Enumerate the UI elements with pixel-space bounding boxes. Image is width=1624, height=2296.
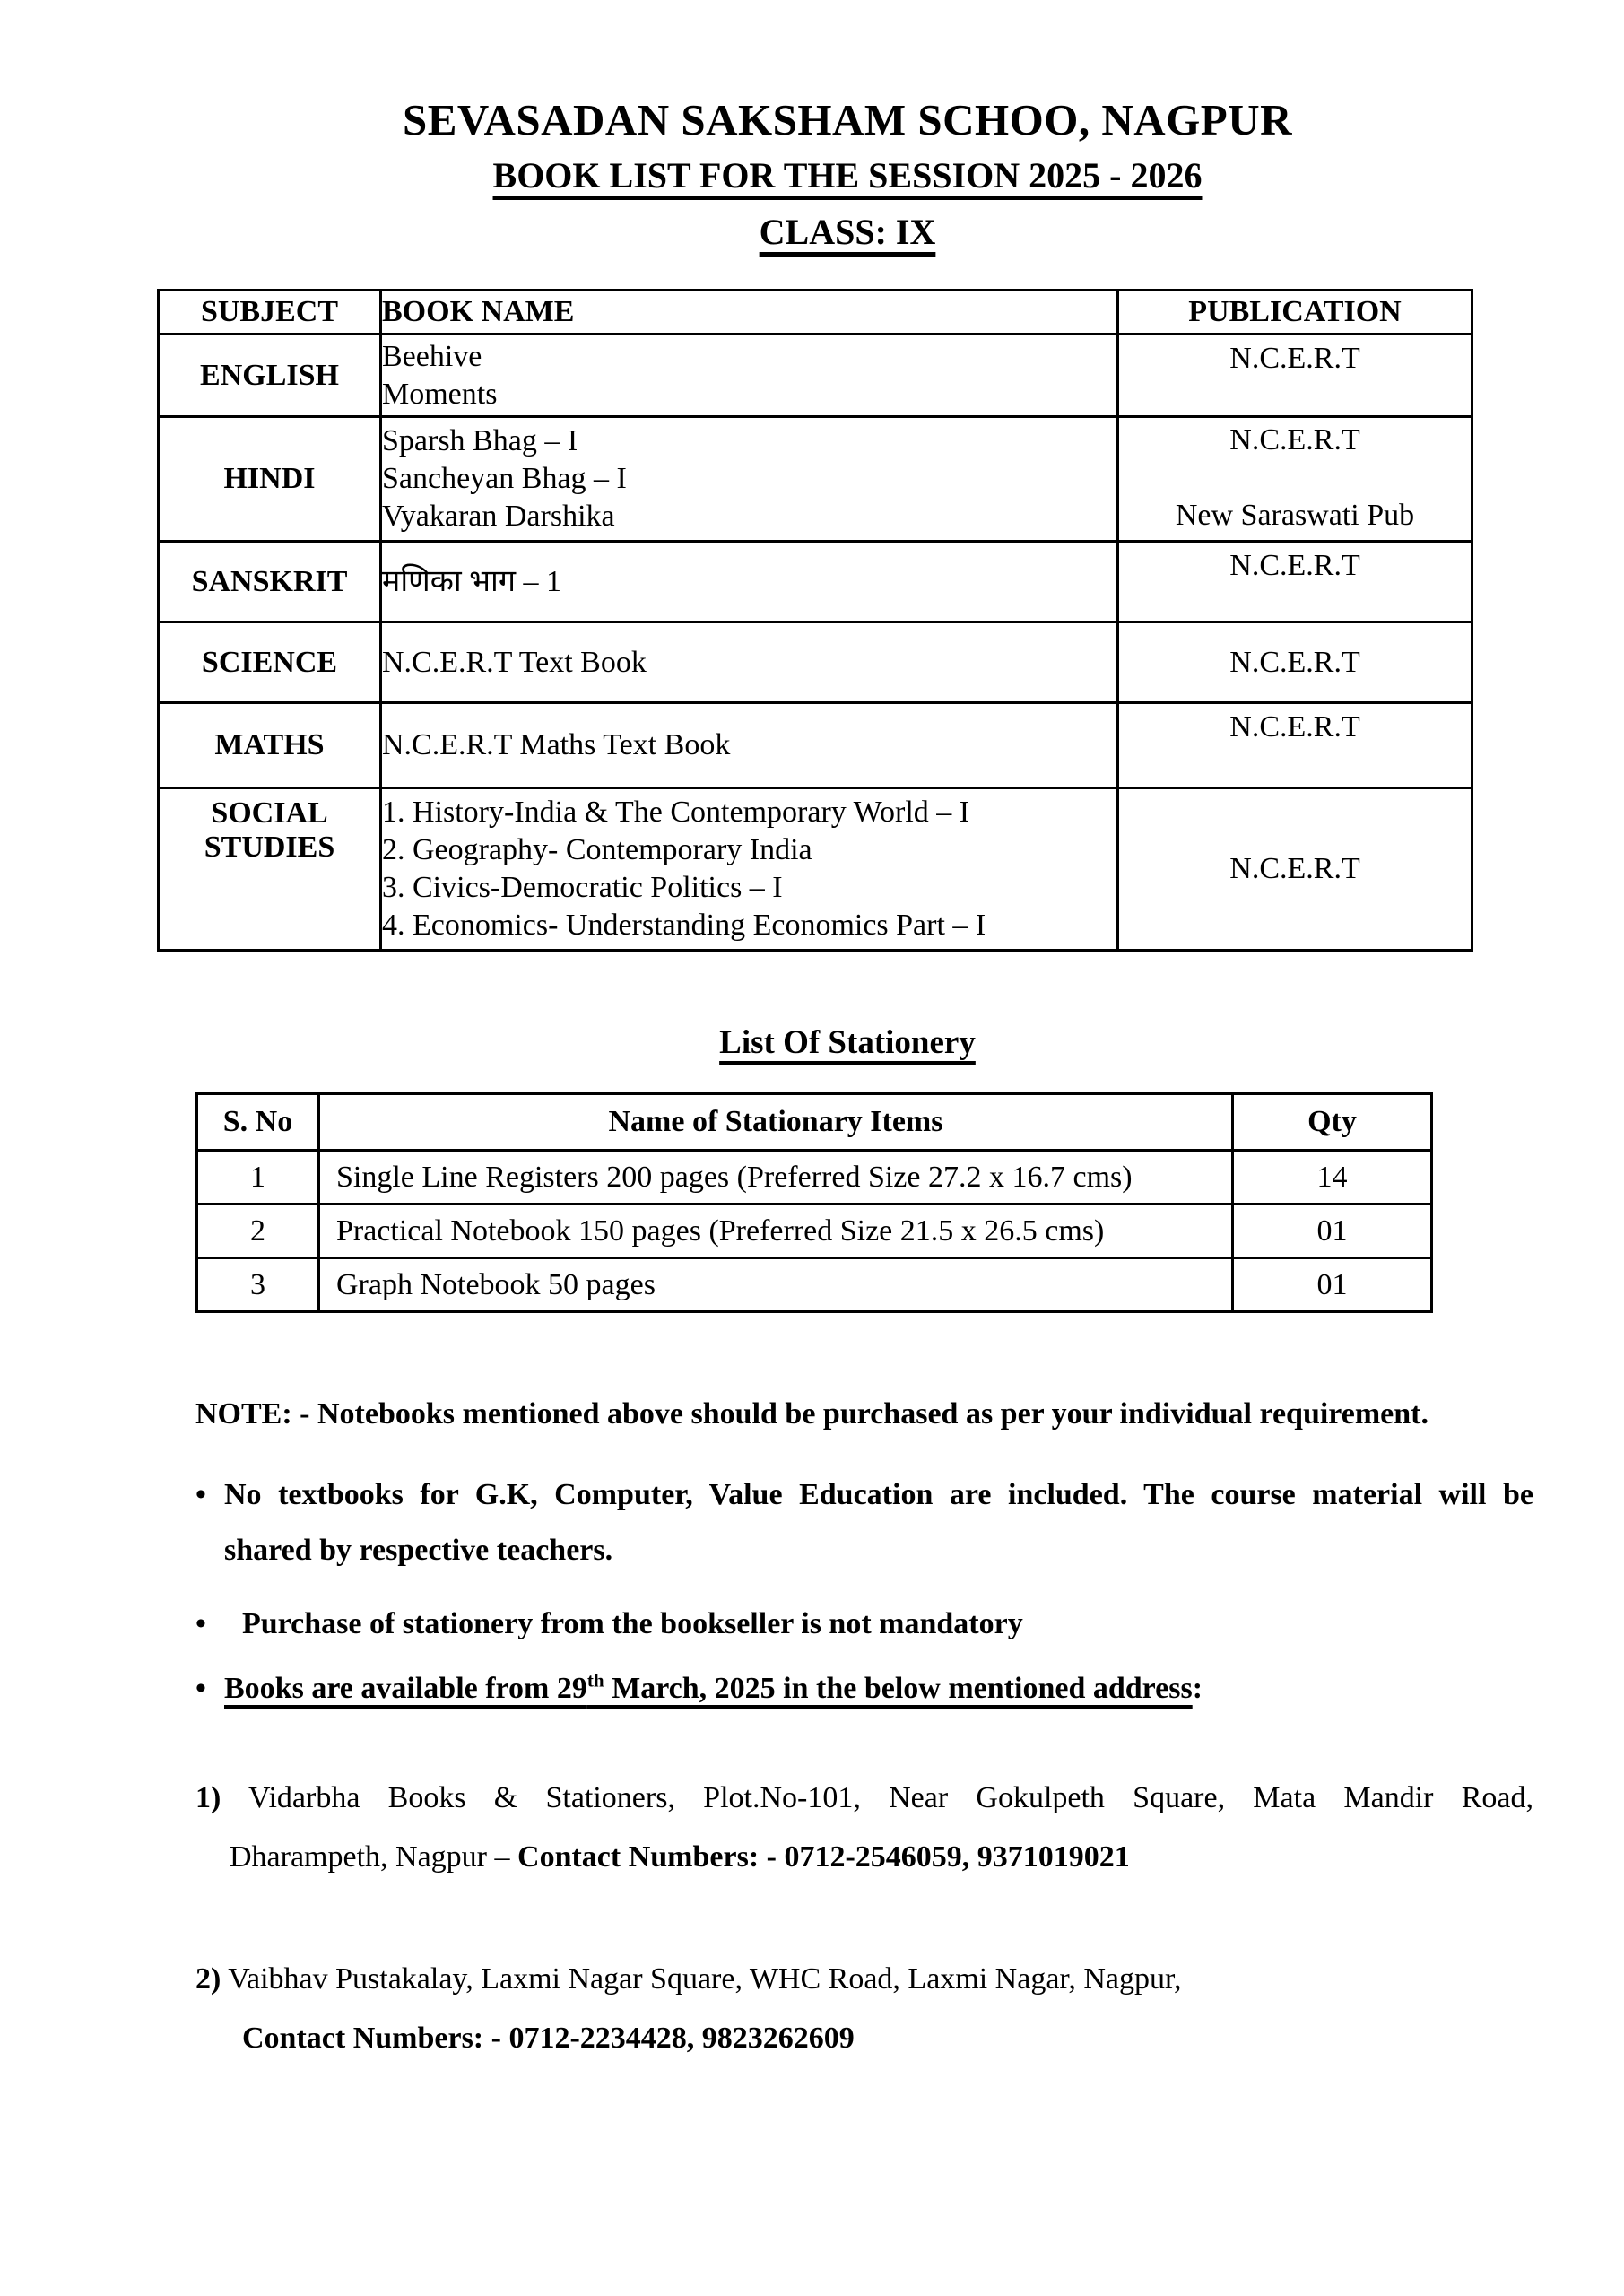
col-header-publication: PUBLICATION bbox=[1118, 291, 1472, 335]
qty-cell: 14 bbox=[1233, 1151, 1432, 1205]
book-name: 1. History-India & The Contemporary World – I bbox=[382, 796, 970, 830]
contact-numbers: Contact Numbers: - 0712-2234428, 9823262609 bbox=[242, 2022, 855, 2056]
books-cell bbox=[381, 335, 1118, 417]
note-line: NOTE: - Notebooks mentioned above should be purchased as per your individual requirement. bbox=[195, 1397, 1429, 1431]
bullet-item-availability bbox=[195, 1661, 1533, 1717]
address-item-1 bbox=[195, 1769, 1533, 1887]
table-row-english bbox=[159, 335, 1472, 417]
stationery-header-row bbox=[197, 1094, 1432, 1151]
item-name-cell: Practical Notebook 150 pages (Preferred Size 21.5 x 26.5 cms) bbox=[319, 1205, 1233, 1258]
stationery-row bbox=[197, 1151, 1432, 1205]
book-name: N.C.E.R.T Text Book bbox=[382, 645, 647, 679]
book-name: 3. Civics-Democratic Politics – I bbox=[382, 871, 783, 905]
addresses-section bbox=[195, 1769, 1533, 2068]
book-name: N.C.E.R.T Maths Text Book bbox=[382, 728, 731, 762]
subject-cell: SCIENCE bbox=[159, 622, 381, 703]
subject-cell: SANSKRIT bbox=[159, 542, 381, 622]
address-line: 1) Vidarbha Books & Stationers, Plot.No-101, Near Gokulpeth Square, Mata Mandir Road, bbox=[195, 1781, 1533, 1815]
document-header bbox=[157, 0, 1538, 253]
col-header-item-name: Name of Stationary Items bbox=[319, 1094, 1233, 1151]
books-cell bbox=[381, 703, 1118, 788]
stationery-heading: List Of Stationery bbox=[719, 1024, 976, 1062]
page-title: SEVASADAN SAKSHAM SCHOO, NAGPUR bbox=[402, 95, 1292, 144]
publication-cell: N.C.E.R.T bbox=[1118, 542, 1472, 622]
bullet-icon: • bbox=[195, 1478, 206, 1512]
publication-name: N.C.E.R.T bbox=[1229, 423, 1360, 457]
subject-cell: SOCIAL STUDIES bbox=[159, 788, 381, 951]
notes-section bbox=[195, 1397, 1533, 1717]
book-name: Sparsh Bhag – I bbox=[382, 424, 578, 458]
bullet-icon: • bbox=[195, 1672, 206, 1706]
publication-name: New Saraswati Pub bbox=[1175, 499, 1415, 533]
item-name-cell: Single Line Registers 200 pages (Preferred Size 27.2 x 16.7 cms) bbox=[319, 1151, 1233, 1205]
booklist-subtitle: BOOK LIST FOR THE SESSION 2025 - 2026 bbox=[492, 155, 1203, 196]
sno-cell: 1 bbox=[197, 1151, 319, 1205]
book-list-table bbox=[157, 289, 1473, 952]
books-cell bbox=[381, 417, 1118, 542]
col-header-subject: SUBJECT bbox=[159, 291, 381, 335]
subject-cell: MATHS bbox=[159, 703, 381, 788]
book-table-header-row bbox=[159, 291, 1472, 335]
publication-cell: N.C.E.R.T bbox=[1118, 335, 1472, 417]
stationery-row bbox=[197, 1205, 1432, 1258]
col-header-sno: S. No bbox=[197, 1094, 319, 1151]
col-header-book-name: BOOK NAME bbox=[381, 291, 1118, 335]
book-name: Sancheyan Bhag – I bbox=[382, 462, 627, 496]
bullet-text: Books are available from 29th March, 2025 in the below mentioned address: bbox=[224, 1670, 1203, 1706]
address-line: 2) Vaibhav Pustakalay, Laxmi Nagar Square, WHC Road, Laxmi Nagar, Nagpur, bbox=[195, 1962, 1182, 1996]
books-cell bbox=[381, 622, 1118, 703]
book-name: Beehive bbox=[382, 339, 482, 373]
publication-cell bbox=[1118, 417, 1472, 542]
qty-cell: 01 bbox=[1233, 1258, 1432, 1312]
bullet-text: No textbooks for G.K, Computer, Value Education are included. The course material will be shared by respective teachers. bbox=[224, 1478, 1533, 1568]
books-cell bbox=[381, 788, 1118, 951]
address-item-2 bbox=[195, 1950, 1533, 2068]
address-number: 2) bbox=[195, 1962, 221, 1996]
book-name: 2. Geography- Contemporary India bbox=[382, 833, 812, 867]
table-row-science bbox=[159, 622, 1472, 703]
bullet-text: Purchase of stationery from the bookseller is not mandatory bbox=[242, 1607, 1023, 1641]
bullet-item-textbooks bbox=[195, 1467, 1533, 1578]
subject-cell: ENGLISH bbox=[159, 335, 381, 417]
subject-cell: HINDI bbox=[159, 417, 381, 542]
address-number: 1) bbox=[195, 1781, 221, 1815]
book-name: Vyakaran Darshika bbox=[382, 500, 615, 534]
publication-cell: N.C.E.R.T bbox=[1118, 703, 1472, 788]
bullet-item-purchase bbox=[195, 1596, 1533, 1652]
table-row-hindi bbox=[159, 417, 1472, 542]
address-line: Dharampeth, Nagpur – Contact Numbers: - 0712-2546059, 9371019021 bbox=[230, 1840, 1130, 1874]
table-row-sanskrit bbox=[159, 542, 1472, 622]
item-name-cell: Graph Notebook 50 pages bbox=[319, 1258, 1233, 1312]
book-name: Moments bbox=[382, 377, 498, 411]
sno-cell: 2 bbox=[197, 1205, 319, 1258]
stationery-row bbox=[197, 1258, 1432, 1312]
publication-cell: N.C.E.R.T bbox=[1118, 788, 1472, 951]
bullet-icon: • bbox=[195, 1607, 206, 1641]
book-name: 4. Economics- Understanding Economics Part – I bbox=[382, 909, 986, 943]
contact-numbers: Contact Numbers: - 0712-2546059, 9371019021 bbox=[517, 1840, 1130, 1874]
col-header-qty: Qty bbox=[1233, 1094, 1432, 1151]
book-name: मणिका भाग – 1 bbox=[382, 564, 561, 598]
sno-cell: 3 bbox=[197, 1258, 319, 1312]
books-cell bbox=[381, 542, 1118, 622]
table-row-maths bbox=[159, 703, 1472, 788]
qty-cell: 01 bbox=[1233, 1205, 1432, 1258]
publication-cell: N.C.E.R.T bbox=[1118, 622, 1472, 703]
table-row-social-studies bbox=[159, 788, 1472, 951]
stationery-table bbox=[195, 1092, 1433, 1313]
class-heading: CLASS: IX bbox=[759, 212, 936, 253]
